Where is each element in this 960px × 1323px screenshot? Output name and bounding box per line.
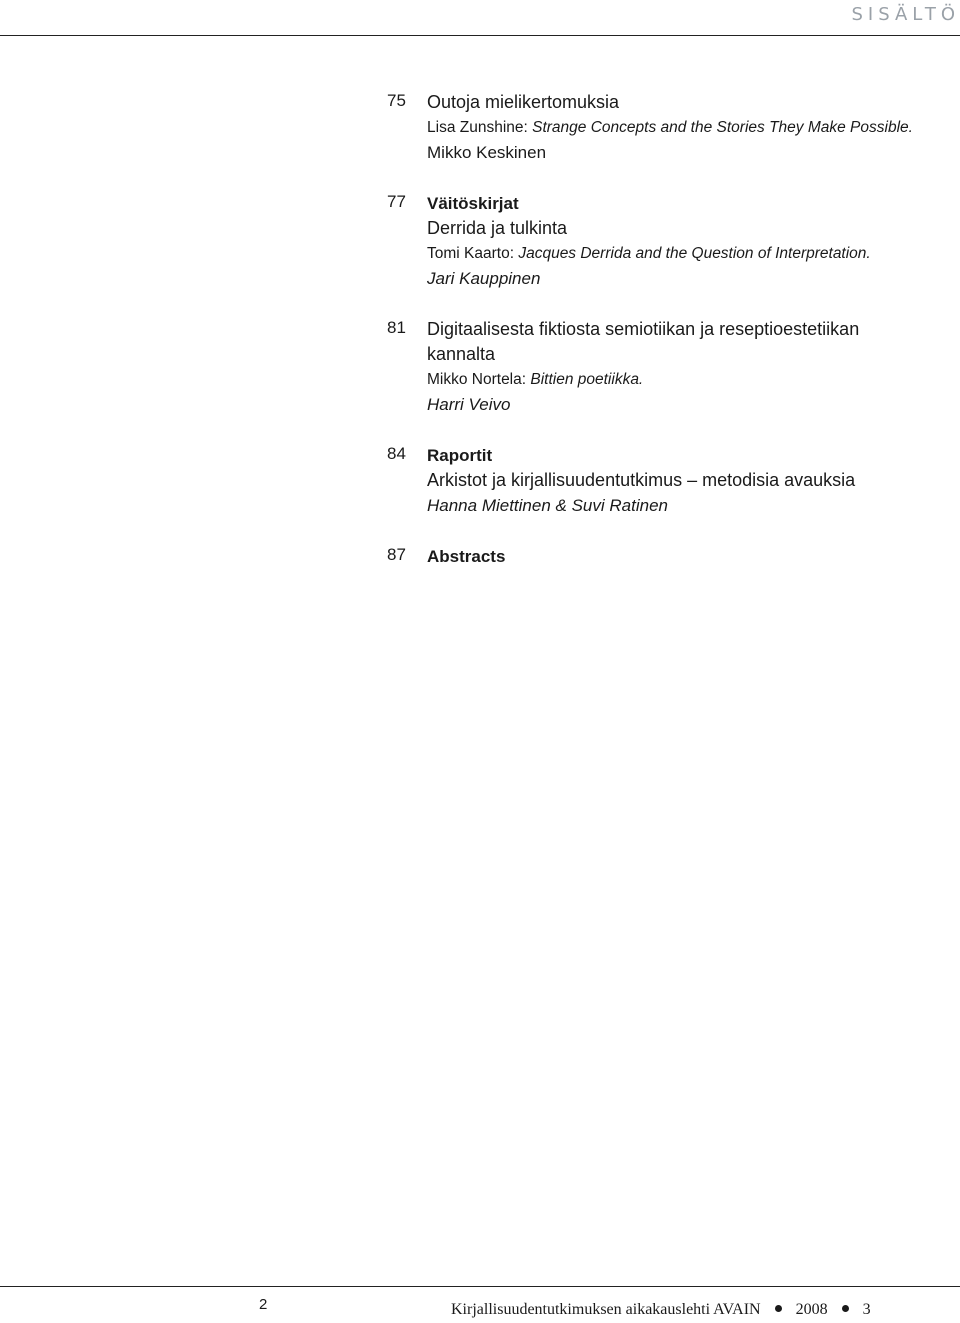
toc-section-heading: Abstracts [427,547,506,566]
toc-page-number: 75 [387,91,406,110]
reviewed-author: Mikko Nortela: [427,371,527,388]
reviewed-title: Bittien poetiikka. [530,371,644,388]
table-of-contents [380,90,940,595]
toc-page-number: 84 [387,444,406,463]
toc-entry-title: Digitaalisesta fiktiosta semiotiikan ja reseptioestetiikan [427,319,860,339]
toc-entry-title: Outoja mielikertomuksia [427,92,620,112]
journal-name: Kirjallisuudentutkimuksen aikakauslehti AVAIN [451,1301,761,1318]
toc-reviewed-work [427,367,940,392]
reviewed-author: Lisa Zunshine: [427,119,528,136]
toc-entry-title-continued: kannalta [427,344,496,364]
journal-issue: 3 [862,1301,871,1318]
toc-entry-77 [380,191,940,291]
section-title: SISÄLTÖ [851,4,960,25]
toc-reviewed-work [427,115,940,140]
journal-year: 2008 [795,1301,828,1318]
reviewed-title: Jacques Derrida and the Question of Interpretation. [518,245,871,262]
toc-reviewed-work [427,241,940,266]
footer-journal-line [451,1301,871,1319]
toc-entry-84 [380,443,940,518]
toc-entry-author: Mikko Keskinen [427,143,547,162]
toc-entry-author: Jari Kauppinen [427,269,541,288]
toc-entry-81 [380,317,940,417]
footer-divider [0,1286,960,1287]
reviewed-title: Strange Concepts and the Stories They Make Possible. [532,119,913,136]
toc-section-heading: Raportit [427,446,493,465]
toc-page-number: 77 [387,192,406,211]
footer-page-number: 2 [259,1296,268,1313]
toc-entry-author: Harri Veivo [427,395,511,414]
toc-entry-title: Arkistot ja kirjallisuudentutkimus – metodisia avauksia [427,470,856,490]
reviewed-author: Tomi Kaarto: [427,245,515,262]
toc-section-heading: Väitöskirjat [427,194,519,213]
toc-entry-87 [380,544,940,569]
toc-page-number: 87 [387,545,406,564]
toc-page-number: 81 [387,318,406,337]
bullet-dot-icon [775,1305,782,1312]
toc-entry-author: Hanna Miettinen & Suvi Ratinen [427,496,668,515]
toc-entry-75 [380,90,940,165]
bullet-dot-icon [842,1305,849,1312]
toc-entry-title: Derrida ja tulkinta [427,218,568,238]
header-divider [0,35,960,36]
